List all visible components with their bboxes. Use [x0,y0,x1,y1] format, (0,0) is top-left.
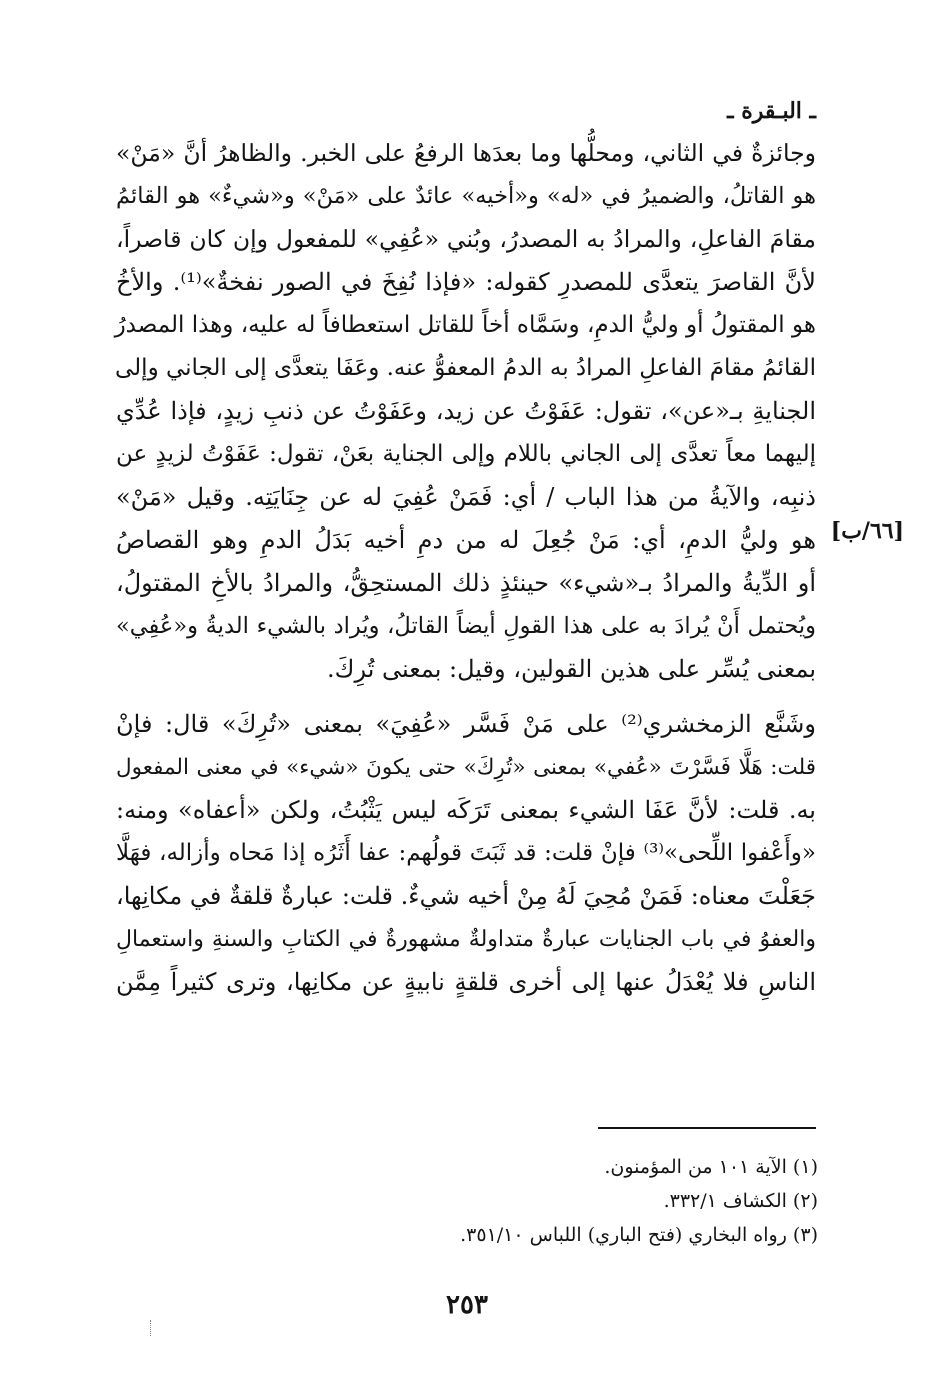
text-line: الناسِ فلا يُعْدَلُ عنها إلى أخرى قلقةٍ نابيةٍ عن مكانِها، وترى كثيراً مِمَّن [116,968,816,996]
text-line: قلت: هَلَّا فَسَّرْتَ «عُفي» بمعنى «تُرِكَ» حتى يكونَ «شيء» في معنى المفعول [116,755,816,780]
scan-mark [150,1320,154,1336]
text-line: هو وليُّ الدمِ، أي: مَنْ جُعِلَ له من دمِ أخيه بَدَلُ الدمِ وهو القصاصُ [116,526,816,554]
text-line: وجائزةٌ في الثاني، ومحلُّها وما بعدَها الرفعُ على الخبر. والظاهرُ أنَّ «مَنْ» [116,139,816,167]
text-line: والعفوُ في باب الجنايات عبارةٌ متداولةٌ مشهورةٌ في الكتابِ والسنةِ واستعمالِ [116,927,816,952]
paragraph-gap [116,691,816,703]
manuscript-folio-note: [٦٦/ب] [830,518,904,544]
text-line: إليهما معاً تعدَّى إلى الجاني باللام وإلى الجناية بعَنْ، تقول: عَفَوْتُ لزيدٍ عن [116,441,816,467]
text-line: وشَنَّع الزمخشري⁽²⁾ على مَنْ فَسَّر «عُفِيَ» بمعنى «تُرِكَ» قال: فإنْ [116,710,816,738]
footnote: (٣) رواه البخاري (فتح الباري) اللباس ٣٥١/١٠. [460,1224,818,1246]
text-line: بمعنى يُسِّر على هذين القولين، وقيل: بمعنى تُرِكَ. [327,655,816,683]
text-line: أو الدِّيةُ والمرادُ بـ«شيء» حينئذٍ ذلك المستحِقُّ، والمرادُ بالأخِ المقتولُ، [116,569,816,597]
text-line: لأنَّ القاصرَ يتعدَّى للمصدرِ كقوله: «فإذا نُفِخَ في الصور نفخةٌ»⁽¹⁾. والأخُ [116,268,816,296]
text-line: به. قلت: لأنَّ عَفَا الشيء بمعنى تَرَكَه ليس يَثْبُتُ، ولكن «أعفاه» ومنه: [116,796,816,824]
text-line: ذنبِه، والآيةُ من هذا الباب / أي: فَمَنْ عُفِيَ له عن جِنَايَتِه. وقيل «مَنْ» [116,483,816,511]
text-line: القائمُ مقامَ الفاعلِ المرادُ به الدمُ المعفوُّ عنه. وعَفَا يتعدَّى إلى الجاني وإلى [115,355,816,381]
footnote: (١) الآية ١٠١ من المؤمنون. [604,1156,818,1178]
running-header: ـ البـقرة ـ [727,98,816,124]
page-number: ٢٥٣ [446,1290,488,1320]
text-line: مقامَ الفاعلِ، والمرادُ به المصدرُ، وبُني «عُفِي» للمفعول وإن كان قاصراً، [116,225,816,253]
text-line: الجنايةِ بـ«عن»، تقول: عَفَوْتُ عن زيد، وعَفَوْتُ عن ذنبِ زيدٍ، فإذا عُدِّي [116,397,816,425]
text-line: هو المقتولُ أو وليُّ الدمِ، وسَمَّاه أخاً للقاتل استعطافاً له عليه، وهذا المصدرُ [114,312,816,338]
main-text [116,132,816,1004]
text-line: جَعَلْتَ معناه: فَمَنْ مُحِيَ لَهُ مِنْ أخيه شيءٌ. قلت: عبارةٌ قلقةٌ في مكانِها، [116,882,816,910]
footnote-separator [598,1127,816,1129]
footnote: (٢) الكشاف ٣٣٢/١. [663,1190,818,1212]
text-line: «وأَعْفوا اللِّحى»⁽³⁾ فإنْ قلت: قد ثَبَتَ قولُهم: عفا أَثَرُه إذا مَحاه وأزاله، فهَلَّا [116,840,816,866]
text-line: هو القاتلُ، والضميرُ في «له» و«أخيه» عائدٌ على «مَنْ» و«شيءٌ» هو القائمُ [116,183,816,209]
text-line: ويُحتمل أَنْ يُرادَ به على هذا القولِ أيضاً القاتلُ، ويُراد بالشيء الديةُ و«عُفِي» [116,613,816,639]
footnotes [118,1150,818,1252]
